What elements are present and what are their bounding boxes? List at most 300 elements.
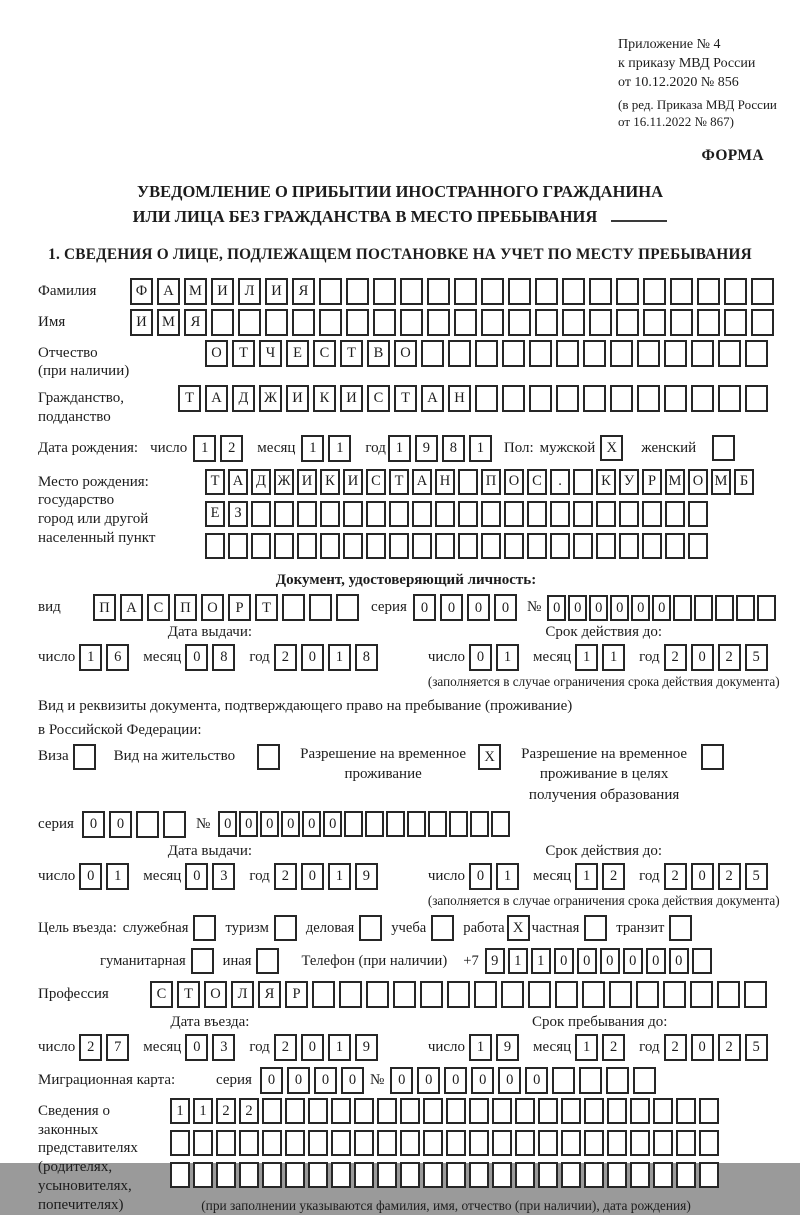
char-cell: М <box>711 469 731 495</box>
char-cell <box>676 1162 696 1188</box>
char-cell: С <box>527 469 547 495</box>
char-cell: М <box>157 309 180 336</box>
char-cell <box>502 340 525 367</box>
char-cell <box>427 309 450 336</box>
char-cell: О <box>201 594 224 621</box>
doc-kind-cells <box>93 594 363 621</box>
char-cell: 0 <box>469 863 492 890</box>
char-cell: 9 <box>355 863 378 890</box>
char-cell <box>331 1098 351 1124</box>
doc-expiry-block <box>428 623 780 690</box>
char-cell <box>584 1162 604 1188</box>
year-label: год <box>639 649 660 666</box>
char-cell <box>481 309 504 336</box>
char-cell <box>745 340 768 367</box>
char-cell <box>216 1130 236 1156</box>
residence-options-row <box>38 744 774 805</box>
char-cell <box>653 1098 673 1124</box>
char-cell: 2 <box>602 1034 625 1061</box>
char-cell <box>469 1098 489 1124</box>
char-cell: 1 <box>170 1098 190 1124</box>
year-label: год <box>249 649 270 666</box>
char-cell: С <box>367 385 390 412</box>
purpose-work-label: работа <box>463 919 505 936</box>
char-cell: И <box>343 469 363 495</box>
char-cell: 0 <box>554 948 574 974</box>
char-cell <box>262 1130 282 1156</box>
char-cell <box>377 1162 397 1188</box>
stay-until-block <box>428 1013 772 1061</box>
char-cell: 1 <box>193 1098 213 1124</box>
day-label: число <box>427 649 466 666</box>
char-cell <box>447 981 470 1008</box>
entry-date-block <box>38 1013 382 1061</box>
char-cell <box>239 1130 259 1156</box>
char-cell: 0 <box>301 1034 324 1061</box>
char-cell <box>344 811 363 837</box>
char-cell <box>393 981 416 1008</box>
char-cell: Ж <box>259 385 282 412</box>
char-cell: 0 <box>185 1034 208 1061</box>
char-cell <box>446 1130 466 1156</box>
char-cell <box>515 1130 535 1156</box>
char-cell <box>670 309 693 336</box>
birthplace-label: Место рождения: государство город или другой населенный пункт <box>38 473 156 546</box>
char-cell: Ж <box>274 469 294 495</box>
char-cell: 0 <box>631 595 650 621</box>
char-cell <box>354 1098 374 1124</box>
char-cell <box>491 811 510 837</box>
name-cells <box>130 309 778 336</box>
char-cell <box>664 385 687 412</box>
migration-series-label: серия <box>216 1071 252 1088</box>
char-cell <box>561 1162 581 1188</box>
char-cell: Д <box>232 385 255 412</box>
birthplace-cells-row1 <box>205 469 757 495</box>
name-label: Имя <box>38 313 66 330</box>
doc-kind-label: вид <box>38 599 61 616</box>
char-cell: П <box>481 469 501 495</box>
char-cell <box>582 981 605 1008</box>
residence-expiry-note: (заполняется в случае ограничения срока действия документа) <box>427 892 780 908</box>
char-cell <box>630 1162 650 1188</box>
char-cell <box>421 340 444 367</box>
char-cell: 1 <box>575 863 598 890</box>
residence-expiry-title: Срок действия до: <box>545 842 663 859</box>
char-cell: 0 <box>390 1067 413 1094</box>
char-cell <box>319 278 342 305</box>
char-cell: 0 <box>494 594 517 621</box>
char-cell: 1 <box>79 644 102 671</box>
char-cell: 2 <box>220 435 243 462</box>
representatives-cells-row3 <box>170 1162 722 1188</box>
doc-issue-month-cells <box>185 644 239 671</box>
char-cell <box>458 533 478 559</box>
residence-issue-year-cells <box>274 863 382 890</box>
char-cell: 0 <box>600 948 620 974</box>
migration-card-row <box>38 1067 774 1094</box>
char-cell <box>751 309 774 336</box>
char-cell <box>501 981 524 1008</box>
month-label: месяц <box>143 1038 182 1055</box>
char-cell: 9 <box>496 1034 519 1061</box>
char-cell <box>697 309 720 336</box>
citizenship-row <box>38 385 774 427</box>
representatives-row <box>38 1098 774 1215</box>
purpose-humanitarian-checkbox <box>191 948 214 974</box>
char-cell <box>606 1067 629 1094</box>
char-cell <box>630 1130 650 1156</box>
month-label: месяц <box>533 1038 572 1055</box>
char-cell <box>228 533 248 559</box>
char-cell <box>458 501 478 527</box>
char-cell <box>642 533 662 559</box>
char-cell <box>492 1098 512 1124</box>
char-cell: 2 <box>718 1034 741 1061</box>
purpose-business-label: деловая <box>305 919 355 936</box>
char-cell: 2 <box>664 863 687 890</box>
char-cell <box>308 1162 328 1188</box>
char-cell <box>320 501 340 527</box>
char-cell <box>619 501 639 527</box>
char-cell <box>724 309 747 336</box>
birthplace-cells-row3 <box>205 533 757 559</box>
char-cell <box>331 1162 351 1188</box>
char-cell <box>562 309 585 336</box>
char-cell: 0 <box>109 811 132 838</box>
char-cell: 0 <box>413 594 436 621</box>
migration-number-label: № <box>369 1071 385 1088</box>
char-cell <box>163 811 186 838</box>
char-cell <box>136 811 159 838</box>
char-cell: К <box>596 469 616 495</box>
appendix-line: к приказу МВД России <box>618 55 756 71</box>
char-cell <box>552 1067 575 1094</box>
patronymic-sublabel: (при наличии) <box>38 363 130 380</box>
residence-expiry-day-cells <box>469 863 523 890</box>
char-cell: 0 <box>417 1067 440 1094</box>
char-cell <box>584 1098 604 1124</box>
char-cell: 1 <box>469 435 492 462</box>
char-cell: 0 <box>185 863 208 890</box>
doc-number-cells <box>547 595 778 621</box>
char-cell <box>320 533 340 559</box>
char-cell <box>630 1098 650 1124</box>
form-body <box>0 264 800 1215</box>
entry-year-cells <box>274 1034 382 1061</box>
char-cell <box>744 981 767 1008</box>
visa-label: Виза <box>38 748 69 764</box>
profession-row <box>38 981 774 1008</box>
entry-dates <box>38 1013 774 1061</box>
char-cell <box>412 501 432 527</box>
char-cell: Т <box>389 469 409 495</box>
char-cell <box>745 385 768 412</box>
char-cell: 0 <box>467 594 490 621</box>
char-cell <box>373 278 396 305</box>
char-cell <box>389 533 409 559</box>
char-cell: У <box>619 469 639 495</box>
char-cell <box>319 309 342 336</box>
char-cell: 2 <box>274 644 297 671</box>
char-cell: 0 <box>260 811 279 837</box>
residence-intro-1: Вид и реквизиты документа, подтверждающего право на пребывание (проживание) <box>38 697 573 714</box>
char-cell: О <box>688 469 708 495</box>
char-cell: Т <box>205 469 225 495</box>
char-cell: А <box>228 469 248 495</box>
sex-male-checkbox: X <box>600 435 623 461</box>
char-cell <box>412 533 432 559</box>
char-cell: 0 <box>589 595 608 621</box>
residence-number-cells <box>218 811 512 837</box>
birthdate-label: Дата рождения: <box>38 439 139 456</box>
char-cell <box>366 501 386 527</box>
purpose-other-checkbox <box>256 948 279 974</box>
sex-female-checkbox <box>712 435 735 461</box>
char-cell <box>556 385 579 412</box>
char-cell: 0 <box>547 595 566 621</box>
char-cell <box>589 278 612 305</box>
char-cell: 0 <box>471 1067 494 1094</box>
char-cell: А <box>120 594 143 621</box>
entry-month-cells <box>185 1034 239 1061</box>
char-cell <box>389 501 409 527</box>
revision-line: от 16.11.2022 № 867) <box>618 114 735 130</box>
purpose-transit-label: транзит <box>616 919 665 936</box>
day-label: число <box>38 867 76 884</box>
char-cell <box>637 385 660 412</box>
day-label: число <box>38 1038 76 1055</box>
char-cell <box>670 278 693 305</box>
char-cell: 0 <box>185 644 208 671</box>
char-cell: Т <box>232 340 255 367</box>
char-cell: 1 <box>328 1034 351 1061</box>
char-cell: О <box>394 340 417 367</box>
day-label: число <box>427 867 466 884</box>
char-cell <box>550 533 570 559</box>
char-cell: 1 <box>575 1034 598 1061</box>
char-cell <box>211 309 234 336</box>
char-cell: И <box>297 469 317 495</box>
visa-checkbox <box>73 744 96 770</box>
purpose-official-label: служебная <box>122 919 189 936</box>
birth-day-cells <box>193 435 247 462</box>
char-cell <box>561 1098 581 1124</box>
sex-label: Пол: <box>503 439 534 456</box>
migration-number-cells <box>390 1067 660 1094</box>
residence-expiry-block <box>428 842 780 909</box>
citizenship-sublabel: подданство <box>38 408 111 425</box>
char-cell: Л <box>231 981 254 1008</box>
purpose-other-label: иная <box>222 952 252 969</box>
char-cell <box>579 1067 602 1094</box>
char-cell <box>297 533 317 559</box>
char-cell <box>400 1130 420 1156</box>
char-cell <box>736 595 755 621</box>
char-cell <box>470 811 489 837</box>
char-cell: Е <box>205 501 225 527</box>
char-cell: 5 <box>745 1034 768 1061</box>
residence-issue-block <box>38 842 382 909</box>
char-cell: 2 <box>718 863 741 890</box>
char-cell <box>663 981 686 1008</box>
char-cell: 1 <box>328 644 351 671</box>
char-cell: 0 <box>323 811 342 837</box>
char-cell <box>308 1130 328 1156</box>
month-label: месяц <box>143 867 182 884</box>
char-cell <box>690 981 713 1008</box>
char-cell <box>699 1098 719 1124</box>
char-cell <box>339 981 362 1008</box>
purpose-private-checkbox <box>584 915 607 941</box>
char-cell <box>676 1098 696 1124</box>
char-cell: Ч <box>259 340 282 367</box>
char-cell: 2 <box>274 863 297 890</box>
char-cell <box>757 595 776 621</box>
revision-line: (в ред. Приказа МВД России <box>618 97 777 113</box>
residence-intro-2: в Российской Федерации: <box>38 722 202 739</box>
char-cell: 2 <box>664 644 687 671</box>
char-cell: В <box>367 340 390 367</box>
char-cell <box>454 278 477 305</box>
month-label: месяц <box>143 649 182 666</box>
char-cell: 0 <box>444 1067 467 1094</box>
char-cell <box>535 309 558 336</box>
char-cell: 1 <box>106 863 129 890</box>
char-cell: 1 <box>531 948 551 974</box>
char-cell: 0 <box>218 811 237 837</box>
char-cell: Б <box>734 469 754 495</box>
char-cell <box>400 278 423 305</box>
char-cell: 0 <box>623 948 643 974</box>
char-cell: Я <box>258 981 281 1008</box>
char-cell: И <box>130 309 153 336</box>
char-cell <box>423 1130 443 1156</box>
char-cell: Т <box>340 340 363 367</box>
identity-doc-heading: Документ, удостоверяющий личность: <box>275 571 537 588</box>
char-cell: 0 <box>691 863 714 890</box>
char-cell <box>354 1162 374 1188</box>
char-cell <box>676 1130 696 1156</box>
char-cell: 8 <box>355 644 378 671</box>
char-cell <box>515 1162 535 1188</box>
char-cell: 7 <box>106 1034 129 1061</box>
char-cell: 0 <box>646 948 666 974</box>
char-cell <box>527 501 547 527</box>
char-cell <box>274 533 294 559</box>
sex-male-label: мужской <box>539 439 596 456</box>
char-cell: 0 <box>440 594 463 621</box>
char-cell <box>346 309 369 336</box>
char-cell: 2 <box>274 1034 297 1061</box>
char-cell <box>596 533 616 559</box>
char-cell <box>508 278 531 305</box>
char-cell <box>449 811 468 837</box>
char-cell <box>377 1130 397 1156</box>
char-cell: 1 <box>575 644 598 671</box>
purpose-study-label: учеба <box>391 919 427 936</box>
char-cell: 1 <box>602 644 625 671</box>
char-cell <box>561 1130 581 1156</box>
char-cell <box>616 309 639 336</box>
char-cell: И <box>211 278 234 305</box>
char-cell <box>556 340 579 367</box>
surname-label: Фамилия <box>38 282 97 299</box>
stay-day-cells <box>469 1034 523 1061</box>
char-cell <box>665 533 685 559</box>
char-cell <box>343 501 363 527</box>
phone-label: Телефон (при наличии) <box>301 952 448 969</box>
char-cell <box>607 1098 627 1124</box>
char-cell <box>653 1162 673 1188</box>
representatives-cells-row1 <box>170 1098 722 1124</box>
char-cell <box>492 1162 512 1188</box>
char-cell <box>538 1130 558 1156</box>
char-cell: 1 <box>496 863 519 890</box>
char-cell <box>474 981 497 1008</box>
char-cell <box>373 309 396 336</box>
char-cell: Т <box>178 385 201 412</box>
char-cell: 0 <box>577 948 597 974</box>
char-cell: 2 <box>664 1034 687 1061</box>
patronymic-cells <box>205 340 772 367</box>
forma-label: ФОРМА <box>701 147 764 164</box>
char-cell <box>423 1098 443 1124</box>
char-cell <box>688 501 708 527</box>
char-cell: Н <box>448 385 471 412</box>
char-cell: 0 <box>302 811 321 837</box>
char-cell: А <box>205 385 228 412</box>
char-cell <box>297 501 317 527</box>
day-label: число <box>38 649 76 666</box>
char-cell <box>481 533 501 559</box>
purpose-tourism-label: туризм <box>225 919 269 936</box>
char-cell <box>665 501 685 527</box>
birth-day-label: число <box>150 439 188 456</box>
char-cell: И <box>265 278 288 305</box>
temp-residence-label: Разрешение на временное проживание <box>300 746 467 783</box>
char-cell: Р <box>228 594 251 621</box>
name-row <box>38 309 774 336</box>
char-cell <box>285 1098 305 1124</box>
char-cell <box>527 533 547 559</box>
char-cell: Т <box>394 385 417 412</box>
char-cell <box>435 501 455 527</box>
stay-year-cells <box>664 1034 772 1061</box>
char-cell <box>724 278 747 305</box>
char-cell: 6 <box>106 644 129 671</box>
char-cell <box>312 981 335 1008</box>
entry-day-cells <box>79 1034 133 1061</box>
migration-series-cells <box>260 1067 368 1094</box>
residence-series-row <box>38 811 774 838</box>
char-cell: 0 <box>669 948 689 974</box>
char-cell: 0 <box>79 863 102 890</box>
char-cell <box>469 1130 489 1156</box>
char-cell <box>562 278 585 305</box>
char-cell: 1 <box>508 948 528 974</box>
char-cell <box>550 501 570 527</box>
char-cell <box>216 1162 236 1188</box>
doc-expiry-note: (заполняется в случае ограничения срока действия документа) <box>427 674 780 689</box>
year-label: год <box>639 1038 660 1055</box>
char-cell: 0 <box>281 811 300 837</box>
appendix-note <box>618 36 777 131</box>
char-cell <box>691 385 714 412</box>
char-cell: О <box>205 340 228 367</box>
char-cell <box>751 278 774 305</box>
char-cell <box>515 1098 535 1124</box>
